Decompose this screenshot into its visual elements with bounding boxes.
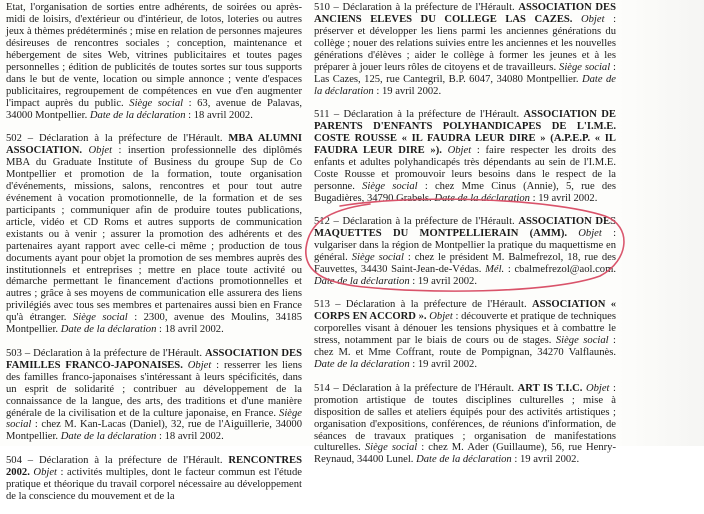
notice-513 bbox=[314, 299, 616, 371]
objet-label: Objet bbox=[88, 144, 113, 156]
notice-body: : activités multiples, dont le facteur commun est l'étude pratique et théorique du travail corporel nécessaire au développement de la conscience du mouvement et de la bbox=[6, 466, 302, 502]
siege-label: Siège social bbox=[559, 61, 611, 73]
siege-label: Siège social bbox=[6, 407, 302, 431]
notice-514 bbox=[314, 383, 616, 467]
siege-value: : chez le président M. Balmefrezol, 18, rue des Fauvettes, 34430 Saint-Jean-de-Védas. bbox=[314, 252, 616, 276]
notice-number: 502 – Déclaration à la préfecture de l'Hérault. bbox=[6, 133, 229, 145]
page-edge-shading bbox=[618, 0, 704, 446]
date-value: : 19 avril 2002. bbox=[511, 454, 580, 466]
notice-504 bbox=[6, 455, 302, 503]
date-label: Date de la déclaration bbox=[416, 454, 512, 466]
association-name: ASSOCIATION « CORPS EN ACCORD ». bbox=[314, 299, 616, 323]
objet-label: Objet bbox=[429, 311, 453, 323]
siege-value: : chez M. Kan-Lacas (Daniel), 32, rue de l'Aiguillerie, 34000 Montpellier. bbox=[6, 419, 302, 443]
notice-body: : vulgariser dans la région de Montpellier la pratique du maquettisme en général. bbox=[314, 228, 617, 264]
notice-body: : insertion professionnelle des diplômés MBA du Graduate Institute of Business du groupe Sup de Co Montpellier et promotion de la formation, toute organisation d'événements, missions, salons, rencontres et pour tout autre événement à vocation promotionnelle, de la formation et de ses participants ; communiquer afin de produire toutes publications, article, vidéo et CD Roms et autres supports de communication existants ou à venir ; assurer la promotion des adhérents et des partenaires ayant rapport avec celle-ci même ; production de tous documents ayant pour objet la promotion de ses membres auprès des institutionnels et entreprises ; mettre en place toute activité ou démarche permettant le financement d'actions promotionnelles et autres ; grâce à ses moyens de communication elle assurera des liens privilégiés avec tous ses membres et partenaires aussi bien en France qu'à étranger. bbox=[6, 144, 302, 324]
notice-502 bbox=[6, 133, 302, 336]
date-value: : 18 avril 2002. bbox=[156, 324, 224, 336]
siege-label: Siège social bbox=[362, 180, 418, 192]
siege-label: Siège social bbox=[364, 442, 418, 454]
objet-label: Objet bbox=[447, 144, 472, 156]
notice-body: : préserver et développer les liens parmi les anciennes générations du collège ; nouer des relations suivies entre les anciennes et les nouvelles générations d'élèves ; aider le collège à former les jeunes et à les préparer à jouer leurs rôles de citoyens et de travailleurs. bbox=[314, 13, 617, 73]
siege-value: : 63, avenue de Palavas, 34000 Montpellier. bbox=[6, 97, 302, 121]
notice-503 bbox=[6, 348, 302, 444]
notice-number: 513 – Déclaration à la préfecture de l'Hérault. bbox=[314, 299, 532, 311]
siege-value: : 2300, avenue des Moulins, 34185 Montpellier. bbox=[6, 312, 303, 336]
siege-value: : Las Cazes, 125, rue Cantegril, B.P. 6047, 34080 Montpellier. bbox=[314, 61, 616, 85]
right-column bbox=[314, 2, 616, 478]
notice-511 bbox=[314, 109, 616, 205]
objet-label: Objet bbox=[585, 382, 610, 394]
siege-label: Siège social bbox=[351, 252, 404, 264]
siege-value: : chez M. et Mme Coffrant, route de Pompignan, 34270 Valflaunès. bbox=[314, 335, 616, 359]
association-name: ASSOCIATION DES FAMILLES FRANCO-JAPONAISES. bbox=[6, 347, 302, 371]
notice-number: 503 – Déclaration à la préfecture de l'Hérault. bbox=[6, 347, 206, 359]
notice-body: Etat, l'organisation de sorties entre adhérents, de soirées ou après-midi de loisirs, d'extérieur ou d'intérieur, de lotos, loteries ou autres jeux à thèmes prédéterminés ; mise en relation de personnes majeures désireuses de rencontres sociales ; conception, maintenance et hébergement de sites Web, vitrines publicitaires et toutes pages personnelles ; édition de publicités de toutes sortes sur tous supports dans le but de vente, location ou simple annonce ; vente d'espaces publicitaires, regroupement de compétences en vue d'en augmenter l'impact auprès du public. bbox=[6, 2, 302, 109]
siege-value: : chez Mme Cinus (Annie), 5, rue des Bugadières, 34790 Grabels. bbox=[314, 180, 616, 204]
date-label: Date de la déclaration bbox=[89, 109, 186, 121]
date-value: : 19 avril 2002. bbox=[373, 85, 442, 97]
date-label: Date de la déclaration bbox=[434, 192, 530, 204]
siege-label: Siège social bbox=[129, 97, 184, 109]
notice-number: 512 – Déclaration à la préfecture de l'Hérault. bbox=[314, 216, 519, 228]
date-label: Date de la déclaration bbox=[314, 276, 410, 288]
notice-continuation bbox=[6, 2, 302, 122]
notice-number: 504 – Déclaration à la préfecture de l'Hérault. bbox=[6, 454, 229, 466]
notice-body: : faire respecter les droits des enfants et adultes polyhandicapés très dépendants au sein de l'I.M.E. Coste Rousse et promouvoir leurs besoins dans le respect de la personne. bbox=[314, 144, 617, 192]
objet-label: Objet bbox=[33, 466, 57, 478]
date-label: Date de la déclaration bbox=[314, 359, 410, 371]
date-value: : 18 avril 2002. bbox=[185, 109, 253, 121]
date-value: : 18 avril 2002. bbox=[156, 431, 224, 443]
association-name: ASSOCIATION DE PARENTS D'ENFANTS POLYHANDICAPES DE L'I.M.E. COSTE ROUSSE « IL FAUDRA LEUR DIRE » (A.P.E.P. « IL FAUDRA LEUR DIRE »). bbox=[314, 109, 616, 156]
notice-body: : resserrer les liens des familles franco-japonaises s'intéressant à leurs spécificités, dans un esprit de solidarité ; contribuer au développement de la connaissance de la langue, des arts, des traditions et d'une manière générale de la civilisation et de la culture japonaise, en France. bbox=[6, 359, 302, 419]
date-value: : 19 avril 2002. bbox=[529, 192, 598, 204]
date-label: Date de la déclaration bbox=[60, 324, 157, 336]
objet-label: Objet bbox=[578, 228, 602, 240]
objet-label: Objet bbox=[580, 13, 605, 25]
association-name: MBA ALUMNI ASSOCIATION. bbox=[6, 133, 302, 156]
association-name: RENCONTRES 2002. bbox=[6, 454, 302, 478]
notice-body: : découverte et pratique de techniques corporelles visant à dénouer les tensions physiques et à combattre le stress, notamment par le biais de cours ou de stages. bbox=[314, 311, 616, 347]
mel-label: Mél. bbox=[485, 264, 505, 276]
email-value: : cbalmefrezol@aol.com. bbox=[504, 264, 616, 276]
notice-510 bbox=[314, 2, 616, 98]
notice-512 bbox=[314, 216, 616, 288]
notice-number: 510 – Déclaration à la préfecture de l'Hérault. bbox=[314, 2, 519, 13]
objet-label: Objet bbox=[187, 359, 212, 371]
association-name: ART IS T.I.C. bbox=[517, 382, 583, 394]
date-value: : 19 avril 2002. bbox=[409, 359, 478, 371]
date-label: Date de la déclaration bbox=[60, 431, 157, 443]
siege-label: Siège social bbox=[72, 312, 128, 324]
notice-number: 514 – Déclaration à la préfecture de l'Hérault. bbox=[314, 382, 518, 394]
date-label: Date de la déclaration bbox=[314, 73, 616, 97]
association-name: ASSOCIATION DES ANCIENS ELEVES DU COLLEGE LAS CAZES. bbox=[314, 2, 616, 25]
siege-label: Siège social bbox=[555, 335, 609, 347]
notice-body: : promotion artistique de toutes disciplines culturelles ; mise à disposition de salles et ateliers équipés pour des activités artistiques ; organisation d'expositions, conférences, de réunions d'information, de séances de travaux pratiques ; organisation de manifestations culturelles. bbox=[314, 382, 617, 454]
notice-number: 511 – Déclaration à la préfecture de l'Hérault. bbox=[314, 109, 524, 121]
left-column bbox=[6, 2, 302, 514]
association-name: ASSOCIATION DES MAQUETTES DU MONTPELLIERAIN (AMM). bbox=[314, 216, 616, 240]
siege-value: : chez M. Ader (Guillaume), 56, rue Henry-Reynaud, 34400 Lunel. bbox=[314, 442, 616, 466]
date-value: : 19 avril 2002. bbox=[409, 276, 478, 288]
